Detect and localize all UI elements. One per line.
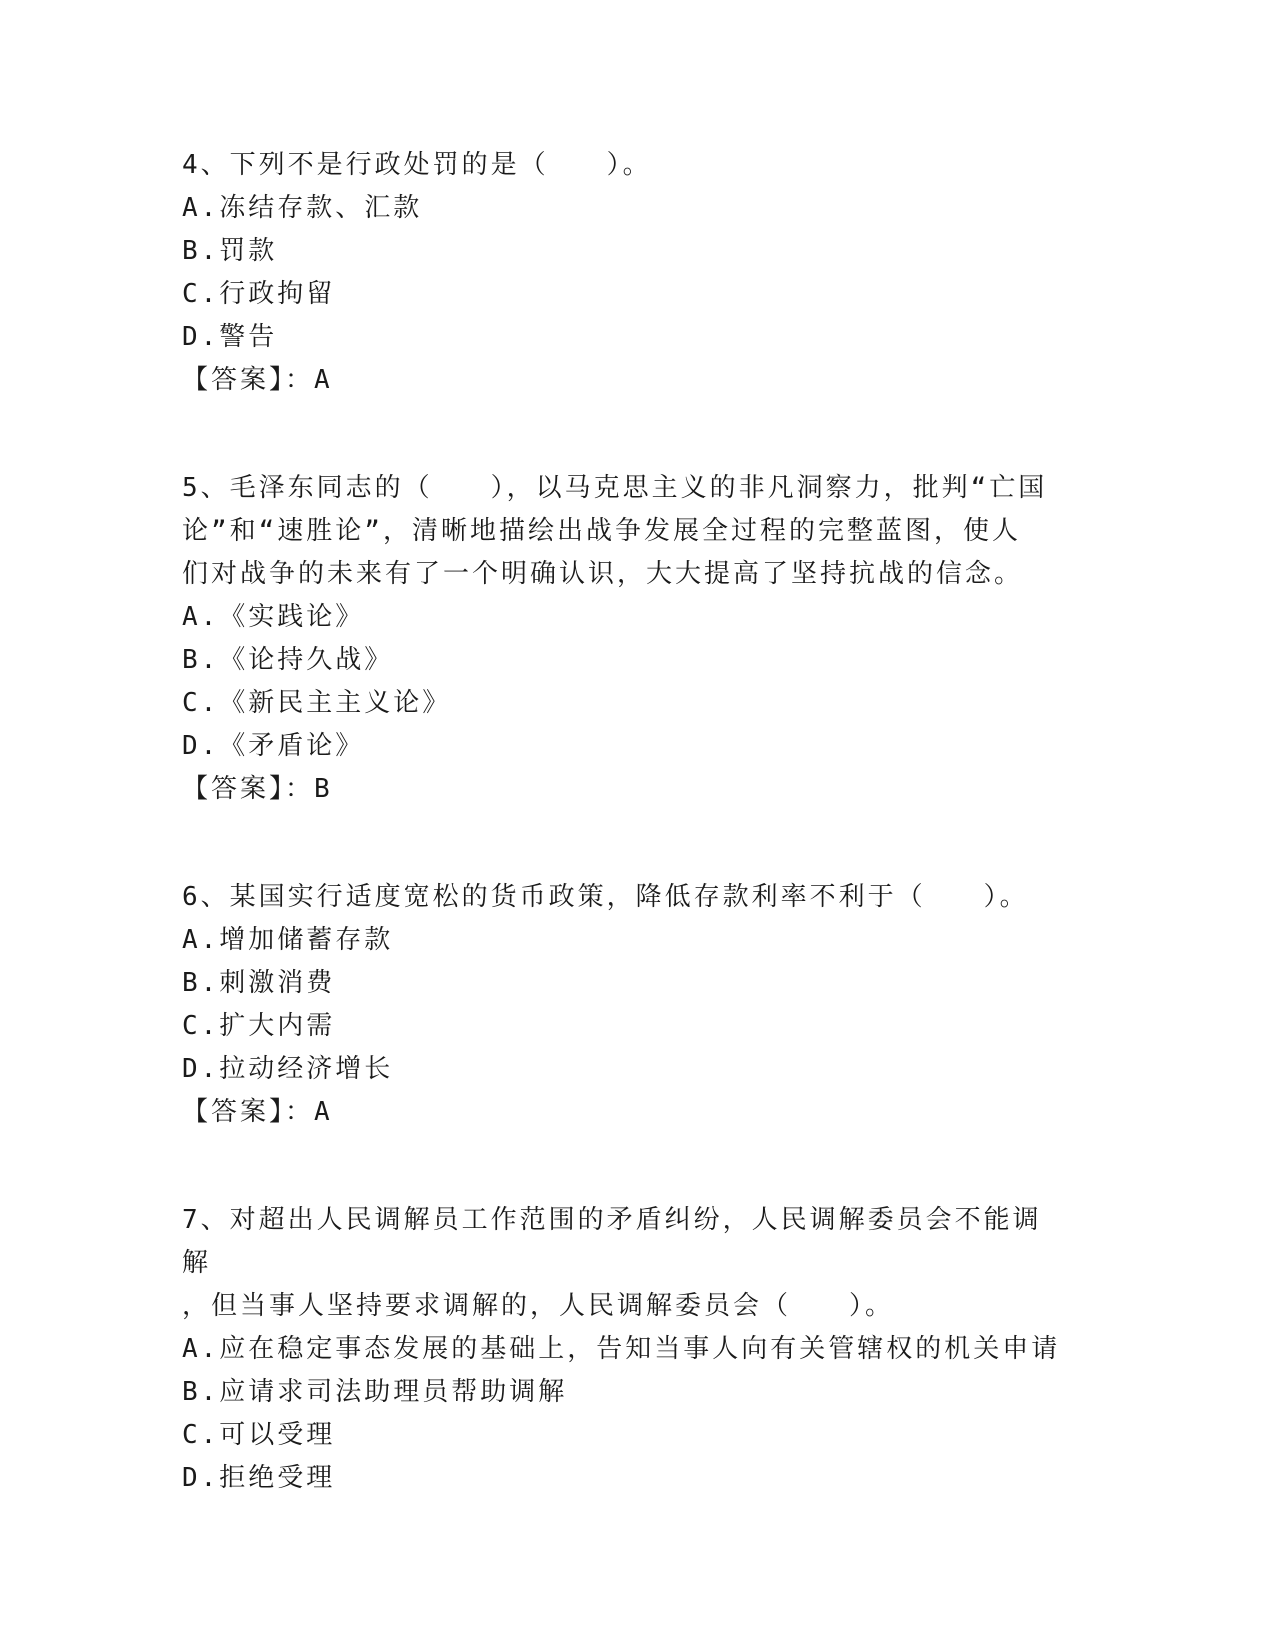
answer-line: 【答案】：B [182, 774, 333, 804]
option-d: D.《矛盾论》 [182, 731, 365, 761]
option-b: B.应请求司法助理员帮助调解 [182, 1377, 568, 1407]
question-stem-line-2: 论”和“速胜论”，清晰地描绘出战争发展全过程的完整蓝图，使人 [182, 516, 1021, 546]
option-a: A.增加储蓄存款 [182, 925, 394, 955]
answer-line: 【答案】：A [182, 1097, 333, 1127]
option-d: D.警告 [182, 322, 278, 352]
option-b: B.刺激消费 [182, 968, 336, 998]
document-page [182, 144, 1062, 1565]
question-stem: 6、某国实行适度宽松的货币政策，降低存款利率不利于（ ）。 [182, 882, 1029, 912]
question-5 [182, 467, 1062, 811]
option-a: A.应在稳定事态发展的基础上，告知当事人向有关管辖权的机关申请 [182, 1334, 1061, 1364]
option-c: C.《新民主主义论》 [182, 688, 452, 718]
question-stem-line-1: 5、毛泽东同志的（ ），以马克思主义的非凡洞察力，批判“亡国 [182, 473, 1048, 503]
option-c: C.行政拘留 [182, 279, 336, 309]
question-stem-line-3: 们对战争的未来有了一个明确认识，大大提高了坚持抗战的信念。 [182, 559, 1024, 589]
question-stem-line-1: 7、对超出人民调解员工作范围的矛盾纠纷，人民调解委员会不能调解 [182, 1205, 1042, 1278]
option-b: B.罚款 [182, 236, 278, 266]
question-stem: 4、下列不是行政处罚的是（ ）。 [182, 150, 652, 180]
option-a: A.《实践论》 [182, 602, 365, 632]
option-a: A.冻结存款、汇款 [182, 193, 423, 223]
question-stem-line-2: ，但当事人坚持要求调解的，人民调解委员会（ ）。 [182, 1291, 895, 1321]
question-4 [182, 144, 1062, 402]
question-7 [182, 1199, 1062, 1500]
option-d: D.拒绝受理 [182, 1463, 336, 1493]
question-6 [182, 876, 1062, 1134]
option-b: B.《论持久战》 [182, 645, 394, 675]
option-d: D.拉动经济增长 [182, 1054, 394, 1084]
answer-line: 【答案】：A [182, 365, 333, 395]
option-c: C.扩大内需 [182, 1011, 336, 1041]
option-c: C.可以受理 [182, 1420, 336, 1450]
